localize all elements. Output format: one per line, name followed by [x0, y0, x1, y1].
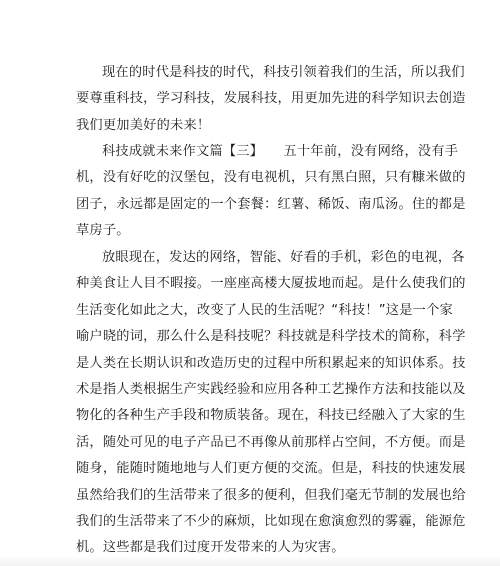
text-line: 我们的生活带来了不少的麻烦，比如现在愈演愈烈的雾霾，能源危 — [76, 513, 466, 529]
text-line: 是人类在长期认识和改造历史的过程中所积累起来的知识体系。技 — [76, 355, 466, 371]
paragraph-2 — [76, 139, 466, 245]
text-line: 生活变化如此之大，改变了人民的生活呢？“科技！”这是一个家 — [76, 302, 453, 318]
text-line: 随身，能随时随地地与人们更方便的交流。但是，科技的快速发展 — [76, 461, 466, 477]
paragraph-3 — [76, 245, 466, 562]
paragraph-1 — [76, 60, 466, 139]
text-line: 要尊重科技，学习科技，发展科技，用更加先进的科学知识去创造 — [76, 91, 466, 107]
text-line: 喻户晓的词，那么什么是科技呢？科技就是科学技术的简称，科学 — [76, 329, 466, 345]
text-line: 我们更加美好的未来！ — [76, 117, 211, 133]
text-line: 物化的各种生产手段和物质装备。现在，科技已经融入了大家的生 — [76, 408, 466, 424]
text-line: 机，没有好吃的汉堡包，没有电视机，只有黑白照，只有糠米做的 — [76, 170, 466, 186]
page-bottom-edge — [0, 556, 500, 566]
text-line: 种美食让人目不暇接。一座座高楼大厦拔地而起。是什么使我们的 — [76, 276, 466, 292]
text-line: 活，随处可见的电子产品已不再像从前那样占空间，不方便。而是 — [76, 434, 466, 450]
text-line: 机。这些都是我们过度开发带来的人为灾害。 — [76, 540, 345, 556]
text-line: 虽然给我们的生活带来了很多的便利，但我们毫无节制的发展也给 — [76, 487, 466, 503]
text-line: 科技成就未来作文篇【三】 五十年前，没有网络，没有手 — [102, 144, 459, 159]
text-line: 术是指人类根据生产实践经验和应用各种工艺操作方法和技能以及 — [76, 381, 466, 397]
text-line: 现在的时代是科技的时代，科技引领着我们的生活，所以我们 — [102, 65, 465, 80]
text-line: 草房子。 — [76, 223, 130, 239]
text-line: 放眼现在，发达的网络，智能、好看的手机，彩色的电视，各 — [102, 250, 465, 265]
text-line: 团子，永远都是固定的一个套餐：红薯、稀饭、南瓜汤。住的都是 — [76, 196, 466, 212]
